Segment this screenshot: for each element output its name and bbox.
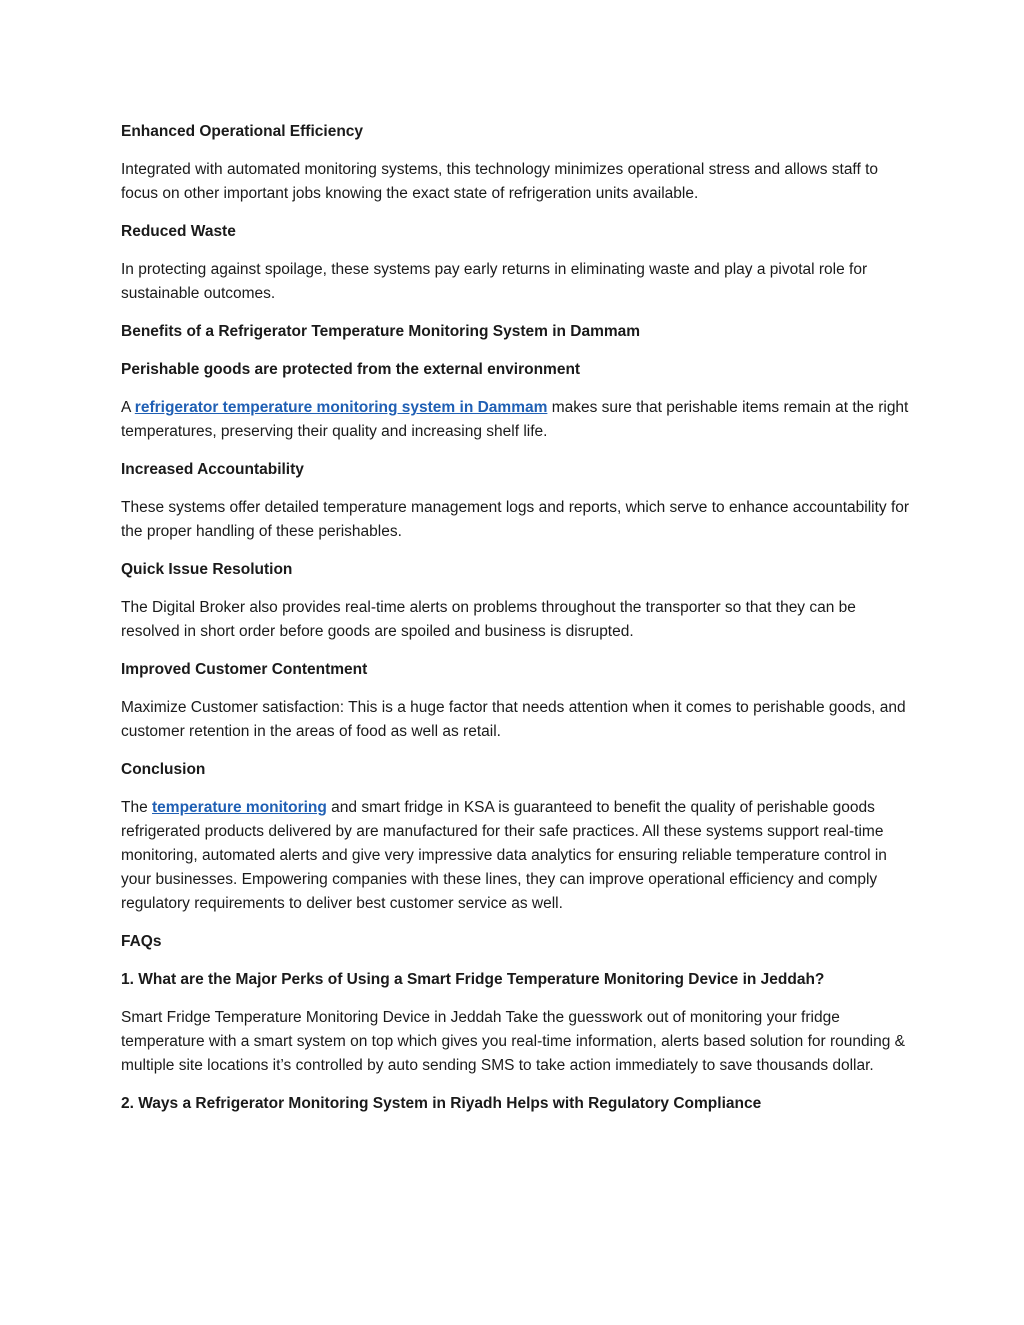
text-segment: A (121, 399, 135, 416)
heading-faq-2: 2. Ways a Refrigerator Monitoring System in Riyadh Helps with Regulatory Compliance (121, 1095, 762, 1112)
text-segment: and smart fridge in KSA is guaranteed to benefit the quality of perishable goods refrigerated products delivered by are manufactured for their safe practices. All these systems support real-time monitoring, automated alerts and give very impressive data analytics for ensuring reliable temperature control in your businesses. Empowering companies with these lines, they can improve operational efficiency and comply regulatory requirements to deliver best customer service as well. (121, 799, 887, 912)
paragraph-perishable-goods (121, 396, 911, 444)
document-page (121, 120, 911, 1130)
paragraph-faq-1: Smart Fridge Temperature Monitoring Device in Jeddah Take the guesswork out of monitoring your fridge temperature with a smart system on top which gives you real-time information, alerts based solution for rounding & multiple site locations it’s controlled by auto sending SMS to take action immediately to save thousands dollar. (121, 1009, 905, 1074)
paragraph-operational-efficiency: Integrated with automated monitoring systems, this technology minimizes operational stress and allows staff to focus on other important jobs knowing the exact state of refrigeration units available. (121, 161, 879, 202)
paragraph-reduced-waste: In protecting against spoilage, these systems pay early returns in eliminating waste and play a pivotal role for sustainable outcomes. (121, 261, 868, 302)
text-segment: The (121, 799, 153, 816)
link-temperature-monitoring[interactable]: temperature monitoring (152, 799, 327, 816)
heading-accountability: Increased Accountability (121, 461, 304, 478)
heading-benefits-dammam: Benefits of a Refrigerator Temperature Monitoring System in Dammam (121, 323, 641, 340)
link-refrigerator-monitoring-dammam[interactable]: refrigerator temperature monitoring system in Dammam (134, 399, 548, 416)
heading-customer-contentment: Improved Customer Contentment (121, 661, 368, 678)
paragraph-conclusion (121, 796, 911, 916)
heading-faq-1: 1. What are the Major Perks of Using a Smart Fridge Temperature Monitoring Device in Jeddah? (121, 971, 825, 988)
paragraph-accountability: These systems offer detailed temperature management logs and reports, which serve to enhance accountability for the proper handling of these perishables. (121, 499, 910, 540)
paragraph-customer-contentment: Maximize Customer satisfaction: This is a huge factor that needs attention when it comes to perishable goods, and customer retention in the areas of food as well as retail. (121, 699, 906, 740)
text-segment: makes sure that perishable items remain at the right temperatures, preserving their quality and increasing shelf life. (121, 399, 909, 440)
heading-operational-efficiency: Enhanced Operational Efficiency (121, 123, 364, 140)
heading-reduced-waste: Reduced Waste (121, 223, 236, 240)
heading-perishable-goods: Perishable goods are protected from the external environment (121, 361, 581, 378)
paragraph-issue-resolution: The Digital Broker also provides real-time alerts on problems throughout the transporter so that they can be resolved in short order before goods are spoiled and business is disrupted. (121, 599, 856, 640)
heading-issue-resolution: Quick Issue Resolution (121, 561, 293, 578)
heading-faqs: FAQs (121, 933, 162, 950)
heading-conclusion: Conclusion (121, 761, 206, 778)
